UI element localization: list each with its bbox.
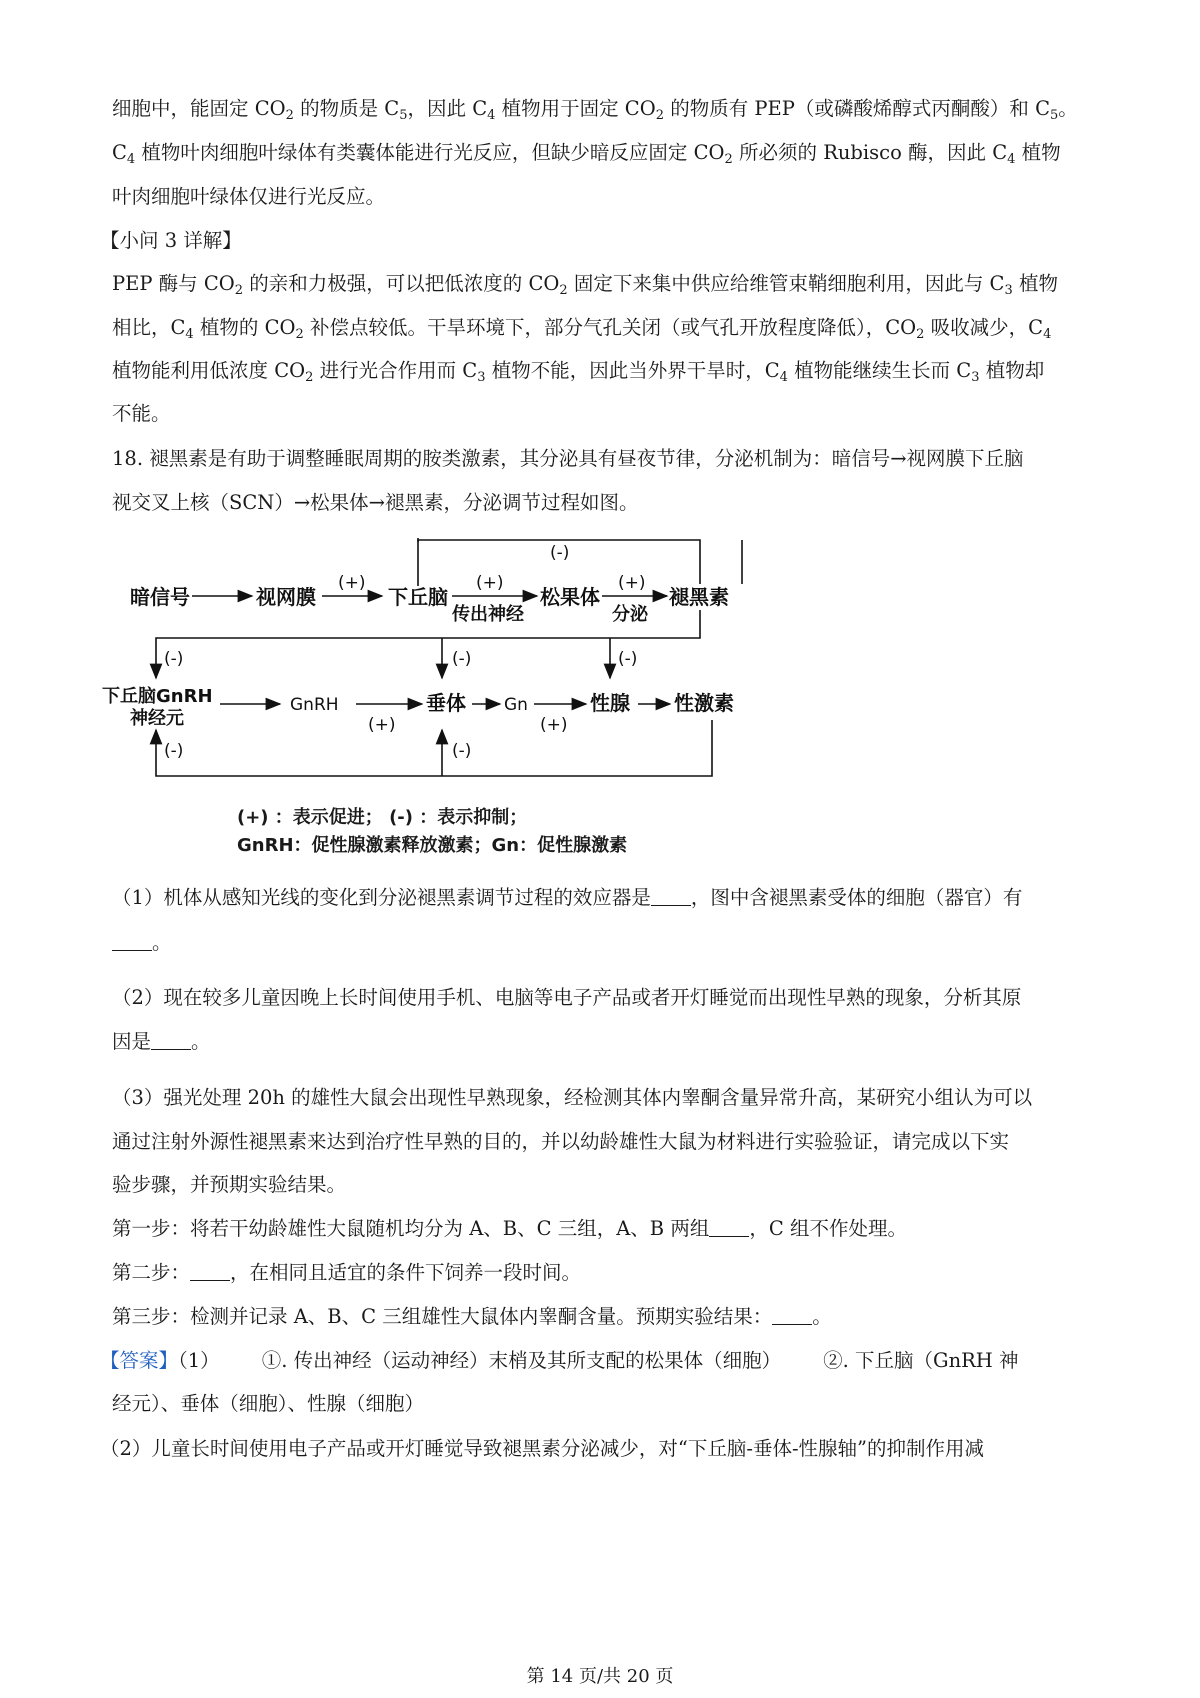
text: 固定下来集中供应给维管束鞘细胞利用，因此与 C — [567, 272, 1005, 295]
text: （1）机体从感知光线的变化到分泌褪黑素调节过程的效应器是 — [112, 886, 651, 909]
paragraph-line — [112, 358, 1044, 384]
subscript: 2 — [285, 108, 294, 123]
answer-line: （2）儿童长时间使用电子产品或开灯睡觉导致褪黑素分泌减少，对“下丘脑-垂体-性腺轴”的抑制作用减 — [100, 1437, 985, 1460]
sex-hormone-label: 性激素 — [674, 691, 734, 715]
subscript: 2 — [559, 283, 568, 298]
text: 。 — [152, 931, 172, 954]
text: 细胞中，能固定 CO — [112, 97, 286, 120]
text: ，图中含褪黑素受体的细胞（器官）有 — [690, 886, 1023, 909]
subscript: 4 — [1043, 327, 1052, 342]
text: ②. 下丘脑（GnRH 神 — [823, 1349, 1019, 1372]
text: C — [112, 141, 127, 164]
subscript: 2 — [295, 327, 304, 342]
subscript: 3 — [477, 370, 486, 385]
answer-blank — [709, 1218, 749, 1237]
paragraph-line: 不能。 — [112, 402, 171, 425]
pineal-label: 松果体 — [540, 585, 600, 609]
gnrh-neuron-label: 下丘脑GnRH — [102, 686, 213, 707]
step-3-line — [112, 1304, 832, 1330]
answer-line — [100, 1348, 1019, 1374]
question-1-line — [112, 885, 1022, 911]
text: ①. 传出神经（运动神经）末梢及其所支配的松果体（细胞） — [261, 1349, 782, 1372]
subscript: 5 — [399, 108, 408, 123]
question-2-line — [112, 1029, 211, 1055]
answer-line: 经元）、垂体（细胞）、性腺（细胞） — [112, 1392, 425, 1415]
retina-label: 视网膜 — [256, 585, 316, 609]
gn-label: Gn — [504, 695, 528, 715]
inhibit-sign: (-) — [164, 741, 184, 761]
paragraph-line — [112, 315, 1051, 341]
text: 补偿点较低。干旱环境下，部分气孔关闭（或气孔开放程度降低），CO — [303, 316, 917, 339]
diagram-legend-1: (+) ：表示促进； (-) ：表示抑制； — [237, 807, 528, 828]
subscript: 4 — [779, 370, 788, 385]
answer-label: 【答案】 — [100, 1349, 179, 1372]
question-3-line: （3）强光处理 20h 的雄性大鼠会出现性早熟现象，经检测其体内睾酮含量异常升高，某研究小组认为可以 — [112, 1086, 1033, 1109]
inhibit-sign: (-) — [550, 543, 570, 563]
text: 植物用于固定 CO — [495, 97, 656, 120]
gonad-label: 性腺 — [590, 691, 630, 715]
answer-blank — [112, 932, 152, 951]
subscript: 4 — [1007, 152, 1016, 167]
promote-sign: (+) — [618, 573, 646, 593]
subscript: 2 — [916, 327, 925, 342]
subscript: 3 — [1004, 283, 1013, 298]
inhibit-sign: (-) — [164, 649, 184, 669]
subscript: 2 — [305, 370, 314, 385]
paragraph-line — [112, 140, 1061, 166]
promote-sign: (+) — [368, 715, 396, 735]
dark-signal-label: 暗信号 — [130, 585, 190, 609]
answer-blank — [151, 1031, 191, 1050]
melatonin-label: 褪黑素 — [669, 585, 729, 609]
text: 植物 — [1012, 272, 1058, 295]
text: 。 — [1058, 97, 1078, 120]
paragraph-line — [112, 96, 1078, 122]
question-3-line: 验步骤，并预期实验结果。 — [112, 1173, 347, 1196]
question-18-line: 18. 褪黑素是有助于调整睡眠周期的胺类激素，其分泌具有昼夜节律，分泌机制为：暗信号→视网膜下丘脑 — [112, 447, 1024, 470]
section-heading: 【小问 3 详解】 — [100, 229, 242, 252]
gnrh-label: GnRH — [290, 695, 339, 715]
text: 因是 — [112, 1030, 152, 1053]
inhibit-sign: (-) — [618, 649, 638, 669]
page-footer: 第 14 页/共 20 页 — [526, 1666, 674, 1687]
text: （1） — [178, 1349, 220, 1372]
subscript: 2 — [655, 108, 664, 123]
feedback-line — [156, 720, 712, 776]
text: PEP 酶与 CO — [112, 272, 235, 295]
text: 的物质有 PEP（或磷酸烯醇式丙酮酸）和 C — [664, 97, 1050, 120]
text: 相比，C — [112, 316, 186, 339]
text: 植物的 CO — [193, 316, 296, 339]
text: ，在相同且适宜的条件下饲养一段时间。 — [230, 1261, 582, 1284]
promote-sign: (+) — [476, 573, 504, 593]
diagram-legend-2: GnRH：促性腺激素释放激素；Gn：促性腺激素 — [237, 835, 628, 856]
text: 。 — [812, 1305, 832, 1328]
text: 第二步： — [112, 1261, 191, 1284]
answer-blank — [651, 887, 691, 906]
inhibit-sign: (-) — [452, 741, 472, 761]
subscript: 2 — [724, 152, 733, 167]
secretion-label: 分泌 — [612, 604, 648, 625]
pituitary-label: 垂体 — [426, 691, 466, 715]
text: 第一步：将若干幼龄雄性大鼠随机均分为 A、B、C 三组，A、B 两组 — [112, 1217, 710, 1240]
step-2-line — [112, 1260, 581, 1286]
text: 第三步：检测并记录 A、B、C 三组雄性大鼠体内睾酮含量。预期实验结果： — [112, 1305, 773, 1328]
question-1-line — [112, 930, 172, 956]
text: 所必须的 Rubisco 酶，因此 C — [732, 141, 1008, 164]
text: 植物 — [1015, 141, 1061, 164]
text: 植物不能，因此当外界干旱时，C — [485, 359, 780, 382]
subscript: 2 — [234, 283, 244, 298]
promote-sign: (+) — [540, 715, 568, 735]
question-2-line: （2）现在较多儿童因晚上长时间使用手机、电脑等电子产品或者开灯睡觉而出现性早熟的现象，分析其原 — [112, 986, 1022, 1009]
subscript: 4 — [126, 152, 136, 167]
paragraph-line — [112, 271, 1058, 297]
subscript: 4 — [185, 327, 194, 342]
text: ，C 组不作处理。 — [749, 1217, 907, 1240]
subscript: 4 — [487, 108, 496, 123]
subscript: 5 — [1050, 108, 1059, 123]
text: 的亲和力极强，可以把低浓度的 CO — [243, 272, 560, 295]
text: 植物却 — [979, 359, 1045, 382]
answer-blank — [190, 1262, 230, 1281]
promote-sign: (+) — [338, 573, 366, 593]
text: 吸收减少，C — [924, 316, 1044, 339]
text: 叶肉细胞叶绿体仅进行光反应。 — [112, 185, 386, 208]
answer-blank — [772, 1306, 812, 1325]
text: 进行光合作用而 C — [313, 359, 478, 382]
text: 的物质是 C — [293, 97, 400, 120]
paragraph-line — [112, 184, 385, 210]
question-3-line: 通过注射外源性褪黑素来达到治疗性早熟的目的，并以幼龄雄性大鼠为材料进行实验验证，请完成以下实 — [112, 1130, 1010, 1153]
hypothalamus-label: 下丘脑 — [388, 585, 448, 609]
text: 植物能利用低浓度 CO — [112, 359, 306, 382]
melatonin-regulation-diagram — [102, 543, 832, 910]
text: 植物能继续生长而 C — [787, 359, 972, 382]
text: 植物叶肉细胞叶绿体有类囊体能进行光反应，但缺少暗反应固定 CO — [135, 141, 725, 164]
subscript: 3 — [971, 370, 980, 385]
text: 。 — [191, 1030, 211, 1053]
step-1-line — [112, 1216, 907, 1242]
question-18-line: 视交叉上核（SCN）→松果体→褪黑素，分泌调节过程如图。 — [112, 491, 639, 514]
efferent-nerve-label: 传出神经 — [452, 604, 524, 625]
gnrh-neuron-label-2: 神经元 — [130, 708, 184, 729]
inhibit-sign: (-) — [452, 649, 472, 669]
text: ，因此 C — [407, 97, 488, 120]
